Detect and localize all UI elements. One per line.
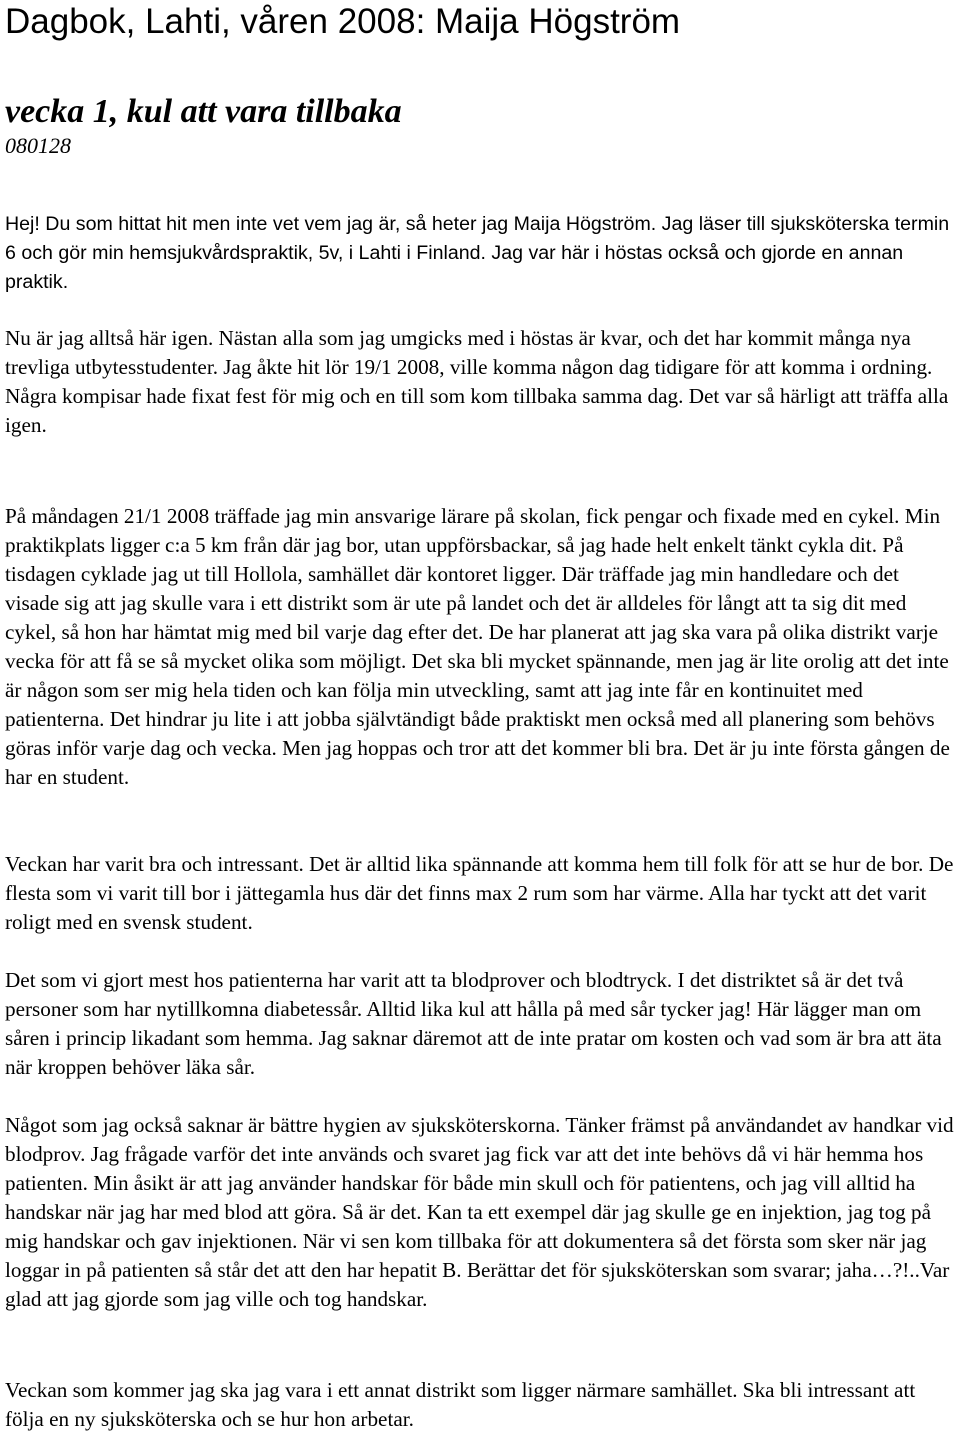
paragraph-week-summary: Veckan har varit bra och intressant. Det är alltid lika spännande att komma hem till folk för att se hur de bor. De flesta som vi varit till bor i jättegamla hus där det finns max 2 rum som har värme. Alla har tyckt att det varit roligt med en svensk student. [5, 852, 954, 934]
paragraph-first-days: På måndagen 21/1 2008 träffade jag min ansvarige lärare på skolan, fick pengar och fixade med en cykel. Min praktikplats ligger c:a 5 km från där jag bor, utan uppförsbackar, så jag hade helt enkelt tänkt cykla dit. På tisdagen cyklade jag ut till Hollola, samhället där kontoret ligger. Där träffade jag min handledare och det visade sig att jag skulle vara i ett distrikt som är ute på landet och det är alldeles för långt att ta sig dit med cykel, så hon har hämtat mig med bil varje dag efter det. De har planerat att jag ska vara på olika distrikt varje vecka för att få se så mycket olika som möjligt. Det ska bli mycket spännande, men jag är lite orolig att det inte är någon som ser mig hela tiden och kan följa min utveckling, samt att jag inte får en kontinuitet med patienterna. Det hindrar ju lite i att jobba självtändigt både praktiskt men också med all planering som behövs göras inför varje dag och vecka. Men jag hoppas och tror att det kommer bli bra. Det är ju inte första gången de har en student. [5, 504, 950, 789]
paragraph-hygiene: Något som jag också saknar är bättre hygien av sjuksköterskorna. Tänker främst på användandet av handkar vid blodprov. Jag frågade varför det inte används och svaret jag fick var att det inte behövs då vi här hemma hos patienten. Min åsikt är att jag använder handskar för både min skull och för patientens, och jag vill alltid ha handskar när jag har med blod att göra. Så är det. Kan ta ett exempel där jag skulle ge en injektion, jag tog på mig handskar och gav injektionen. När vi sen kom tillbaka för att dokumentera så det första som sker när jag loggar in på patienten så står det att den har hepatit B. Berättar det för sjuksköterskan som svarar; jaha…?!..Var glad att jag gjorde som jag ville och tog handskar. [5, 1113, 954, 1311]
page-title: Dagbok, Lahti, våren 2008: Maija Högström [5, 2, 681, 41]
paragraph-arrival: Nu är jag alltså här igen. Nästan alla som jag umgicks med i höstas är kvar, och det har kommit många nya trevliga utbytesstudenter. Jag åkte hit lör 19/1 2008, ville komma någon dag tidigare för att komma i ordning. Några kompisar hade fixat fest för mig och en till som kom tillbaka samma dag. Det var så härligt att träffa alla igen. [5, 326, 949, 437]
paragraph-intro: Hej! Du som hittat hit men inte vet vem jag är, så heter jag Maija Högström. Jag läser till sjuksköterska termin 6 och gör min hemsjukvårdspraktik, 5v, i Lahti i Finland. Jag var här i höstas också och gjorde en annan praktik. [5, 213, 950, 293]
entry-date: 080128 [5, 133, 71, 158]
paragraph-next-week: Veckan som kommer jag ska jag vara i ett annat distrikt som ligger närmare samhället. Ska bli intressant att följa en ny sjuksköterska och se hur hon arbetar. [5, 1378, 916, 1431]
entry-title: vecka 1, kul att vara tillbaka [5, 93, 402, 130]
paragraph-patient-care: Det som vi gjort mest hos patienterna har varit att ta blodprover och blodtryck. I det distriktet så är det två personer som har nytillkomna diabetessår. Alltid lika kul att hålla på med sår tycker jag! Här lägger man om såren i princip likadant som hemma. Jag saknar däremot att de inte pratar om kosten och vad som är bra att äta när kroppen behöver läka sår. [5, 968, 942, 1079]
